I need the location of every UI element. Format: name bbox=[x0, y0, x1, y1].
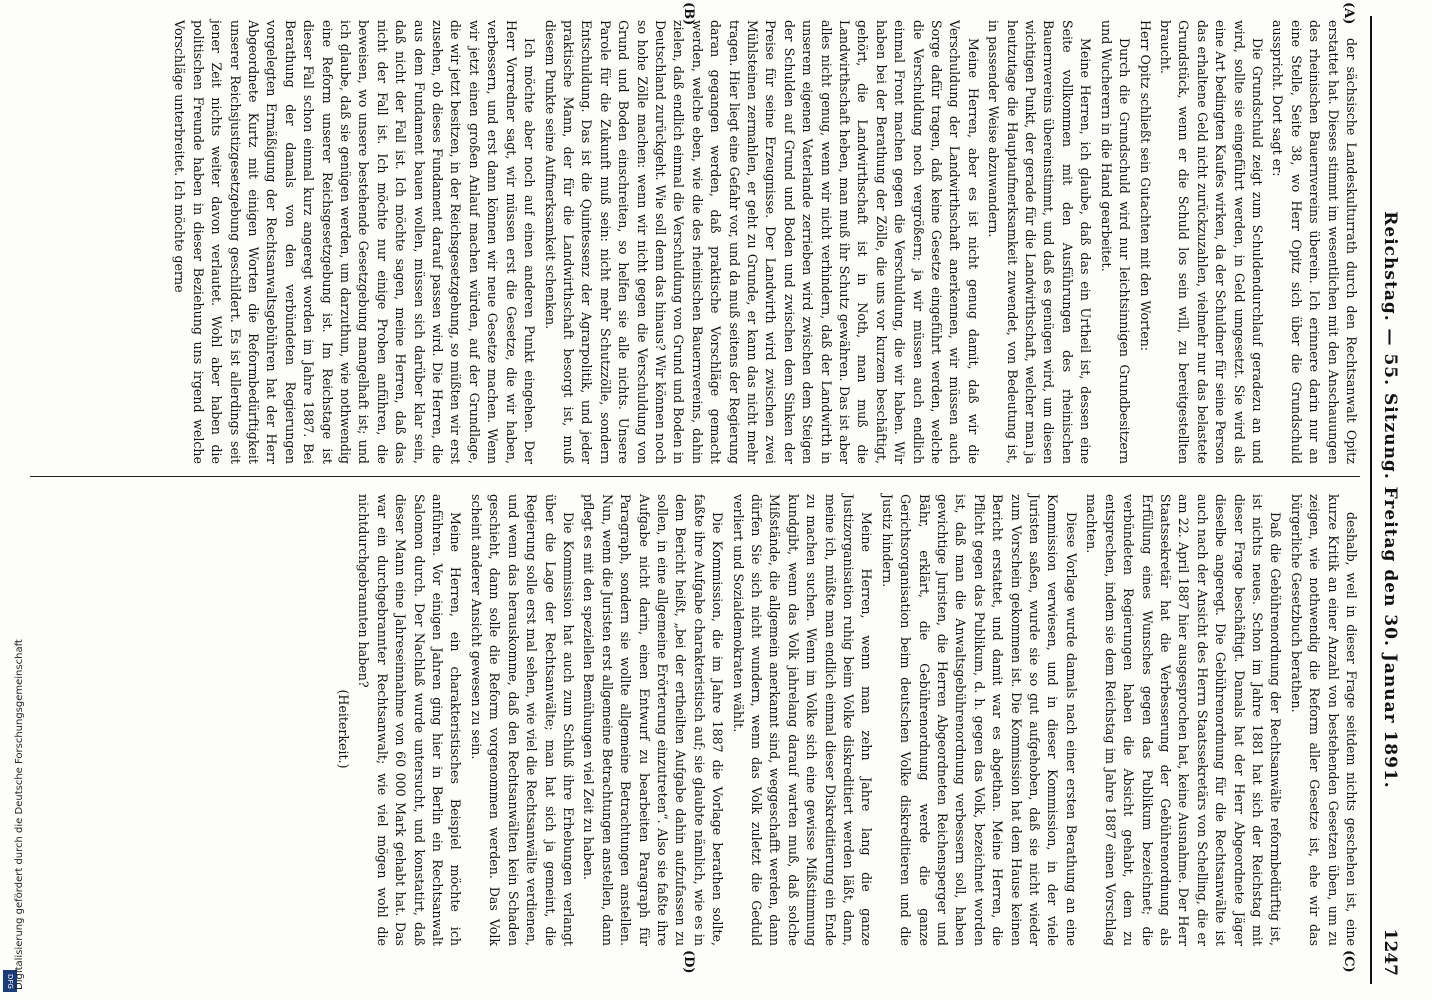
margin-mark-a: (A) bbox=[1341, 2, 1356, 25]
left-column-paragraph: Meine Herren, aber es ist nicht genug damit, daß wir die Verschuldung der Landwirthschaft anerkennen, wir müssen auch Sorge dafür tragen, daß keine Gesetze eingeführt werden, welche die Verschuldung noch vergrößern; ja wir müssen auch endlich einmal Front machen gegen die Verschuldung, die wir haben. Wir haben bei der Berathung der Zölle, die uns vor kurzem beschäftigt, gehört, die Landwirthschaft ist in Noth, man muß die Landwirthschaft heben, man muß ihr Schutz gewähren. Das ist aber alles nicht genug, wenn wir nicht verhindern, daß der Landwirth in unserem eigenen Vaterlande zerrieben wird zwischen dem Steigen der Schulden auf Grund und Boden und zwischen dem Sinken der Preise für seine Erzeugnisse. Der Landwirth wird zwischen zwei Mühlsteinen zermahlen, er geht zu Grunde, er kann das nicht mehr tragen. Hier liegt eine Gefahr vor, und da muß seitens der Regierung daran gegangen werden, daß praktische Vorschläge gemacht werden, welche eben, wie die des rheinischen Bauernvereins, dahin zielen, daß endlich einmal die Verschuldung von Grund und Boden in Deutschland zurückgeht. Wie soll denn das hinaus? Wir können noch so hohe Zölle machen: wenn wir nicht gegen die Verschuldung von Grund und Boden einschreiten, so helfen sie alle nichts. Unsere Parole für die Zukunft muß sein: nicht mehr Schutzzölle, sondern Entschuldung. Das ist die Quintessenz der Agrarpolitik, und jeder praktische Mann, der für die Landwirthschaft besorgt ist, muß diesem Punkte seine Aufmerksamkeit schenken. bbox=[542, 20, 981, 464]
left-column-paragraph: Durch die Grundschuld wird nur leichtsinnigen Grundbesitzern und Wucherern in die Hand gearbeitet. bbox=[1098, 20, 1133, 464]
margin-mark-b: (B) bbox=[681, 2, 696, 26]
left-column-paragraph: Herr Opitz schließt sein Gutachten mit den Worten: bbox=[1137, 20, 1153, 352]
right-column-paragraph: Daß die Gebührenordnung der Rechtsanwälte reformbedürftig ist, ist nichts neues. Schon im Jahre 1881 hat sich der Reichstag mit dieser Frage beschäftigt. Damals hat der Herr Abgeordnete Jäger dieselbe angeregt. Die Gebührenordnung für die Rechtsanwälte ist auch nach der Ansicht des Herrn Staatssekretärs von Schelling, die er am 22. April 1887 hier ausgesprochen hat, keine Ausnahme. Der Herr Staatssekretär hat die Verbesserung der Gebührenordnung als Erfüllung eines Wunsches gegen das Publikum bezeichnet; die verbündeten Regierungen haben die Absicht gehabt, dem zu entsprechen, indem sie dem Reichstag im Jahre 1887 einen Vorschlag machten. bbox=[1084, 494, 1284, 946]
left-column-paragraph: Die Grundschuld zeigt zum Schuldendurchlauf geradezu an und wird, sollte sie eingeführt werden, in Geld umgesetzt. Sie wird als eine Art bedingten Kaufes wirken, da der Schuldner für seine Person das erhaltene Geld nicht zurückzuzahlen, vielmehr nur das belastete Grundstück, wenn er die Schuld los sein will, zu bereitgestellten braucht. bbox=[1157, 20, 1265, 464]
right-column-paragraph: Die Kommission, die im Jahre 1887 die Vorlage berathen sollte, faßte ihre Aufgabe charakteristisch auf; sie glaubte nämlich, wie es in dem Bericht heißt, „bei der ertheilten Aufgabe dahin aufzufassen zu sollen, in eine allgemeine Erörterung einzutreten“. Also sie faßte ihre Aufgabe nicht darin, einen Entwurf zu bearbeiten Paragraph für Paragraph, sondern sie wollte allgemeine Betrachtungen anstellen. Nun, wenn die Juristen erst allgemeine Betrachtungen anstellen, dann pflegt es mit den speziellen Bemühungen viel Zeit zu haben. bbox=[581, 494, 726, 947]
header-title: Reichstag. — 55. Sitzung. Freitag den 30. Januar 1891. bbox=[1380, 211, 1400, 789]
right-text-column bbox=[30, 494, 1360, 946]
right-column-paragraph: Meine Herren, ein charakteristisches Beispiel möchte ich anführen. Vor einigen Jahren ging hier in Berlin ein Rechtsanwalt Salomon durch. Der Nachlaß wurde untersucht, und konstatirt, daß dieser Mann eine Jahreseinnahme von 60 000 Mark gehabt hat. Das war ein durchgebrannter Rechtsanwalt; wie viel mögen wohl die nichtdurchgebrannten haben? bbox=[356, 494, 464, 946]
digitization-credit: Digitalisierung gefördert durch die Deutsche Forschungsgemeinschaft bbox=[14, 639, 25, 990]
page-number: 1247 bbox=[1380, 928, 1400, 976]
column-divider bbox=[30, 476, 1360, 477]
left-column-paragraph: Ich möchte aber noch auf einen anderen Punkt eingehen. Der Herr Vorredner sagt, wir müssen erst die Gesetze, die wir haben, verbessern, und erst dann können wir neue Gesetze machen. Wenn wir jetzt einen großen Anlauf machen würden, auf der Grundlage, die wir jetzt besitzen, in der Reichsgesetzgebung, so müßten wir erst zusehen, ob dieses Fundament darauf passen wird. Die Herren, die aus dem Fundament bauen wollen, müssen sich darüber klar sein, daß nicht der Fall ist. Ich möchte sagen, meine Herren, daß das nicht der Fall ist. Ich möchte nur einige Proben anführen, die beweisen, wo unsere bestehende Gesetzgebung mangelhaft ist; und ich glaube, daß sie genügen werden, um darzuthun, wie nothwendig eine Reform unserer Reichsgesetzgebung ist. Im Reichstage ist dieser Fall schon einmal kurz angeregt worden im Jahre 1887. Bei Berathung der damals von den verbündeten Regierungen vorgelegten Ermäßigung der Rechtsanwaltsgebühren hat der Herr Abgeordnete Kurtz mit einigen Worten die Reformbedürftigkeit unserer Reichsjustizgesetzgebung geschildert. Es ist allerdings seit jener Zeit nichts weiter davon verlautet. Wohl aber haben die politischen Freunde haben in dieser Beziehung uns irgend welche Vorschläge unterbreitet. Ich möchte gerne bbox=[172, 20, 538, 464]
margin-mark-d: (D) bbox=[681, 950, 696, 974]
rotated-page-content bbox=[16, 0, 1416, 1000]
right-column-paragraph: Meine Herren, wenn man zehn Jahre lang die ganze Justizorganisation ruhig beim Volke diskreditiert werden läßt, dann, meine ich, müßte man endlich einmal dieser Diskreditierung ein Ende zu machen suchen. Wenn im Volke sich eine gewisse Mißstimmung kundgibt, wenn das Volk jahrelang darauf warten muß, daß solche Mißstände, die allgemein anerkannt sind, weggeschafft werden, dann dürfen Sie sich nicht wundern, wenn das Volk zuletzt die Geduld verliert und Sozialdemokraten wählt. bbox=[730, 494, 875, 946]
right-column-paragraph: Diese Vorlage wurde damals nach einer ersten Berathung an eine Kommission verwiesen, und in dieser Kommission, in der viele Juristen saßen, wurde sie so gut aufgehoben, daß sie nicht wieder zum Vorschein gekommen ist. Die Kommission hat dem Hause keinen Bericht erstattet, und damit war es abgethan. Meine Herren, die Pflicht gegen das Publikum, d. h. gegen das Volk, bezeichnet worden ist, daß man die Anwaltsgebührenordnung verbessern soll, haben gewichtige Juristen, die Herren Abgeordneten Reichensperger und Bähr, erklärt, die Gebührenordnung werde die ganze Gerichtsorganisation beim deutschen Volke diskreditieren und die Justiz hindern. bbox=[879, 494, 1079, 946]
dfg-logo-icon: DFG bbox=[3, 970, 17, 992]
margin-mark-c: (C) bbox=[1341, 950, 1356, 973]
right-column-paragraph: Die Kommission hat auch zum Schluß ihre Erhebungen verlangt über die Lage der Rechtsanwälte; man hat sich ja gemeint, die Regierung solle erst mal sehen, wie viel die Rechtsanwälte verdienen, und wenn das herauskomme, daß den Rechtsanwälten kein Schaden geschieht, dann solle die Reform vorgenommen werden. Das Volk scheint anderer Ansicht gewesen zu sein. bbox=[468, 494, 576, 946]
left-column-paragraph: der sächsische Landeskulturrath durch den Rechtsanwalt Opitz erstattet hat. Dieses stimmt im wesentlichen mit den Anschauungen des rheinischen Bauernvereins überein. Ich erinnere darin nur an eine Stelle, Seite 38, wo Herr Opitz sich über die Grundschuld ausspricht. Dort sagt er: bbox=[1270, 20, 1359, 464]
left-text-column bbox=[30, 20, 1360, 464]
right-column-paragraph: deshalb, weil in dieser Frage seitdem nichts geschehen ist, eine kurze Kritik an einer Anzahl von bestehenden Gesetzen üben, um zu zeigen, wie nothwendig die Reform aller Gesetze ist, ehe wir das bürgerliche Gesetzbuch berathen. bbox=[1288, 494, 1359, 946]
right-column-paragraph: (Heiterkeit.) bbox=[336, 689, 352, 769]
page-header bbox=[1370, 16, 1406, 984]
left-column-paragraph: Meine Herren, ich glaube, daß das ein Urtheil ist, dessen eine Seite vollkommen mit den Ausführungen des rheinischen Bauernvereins übereinstimmt, und daß es genügen wird, um diesen wichtigen Punkt, der gerade für die Landwirthschaft, welcher man ja heutzutage die Hauptaufmerksamkeit zuwendet, von Bedeutung ist, in passender Weise abzuwandern. bbox=[986, 20, 1094, 464]
